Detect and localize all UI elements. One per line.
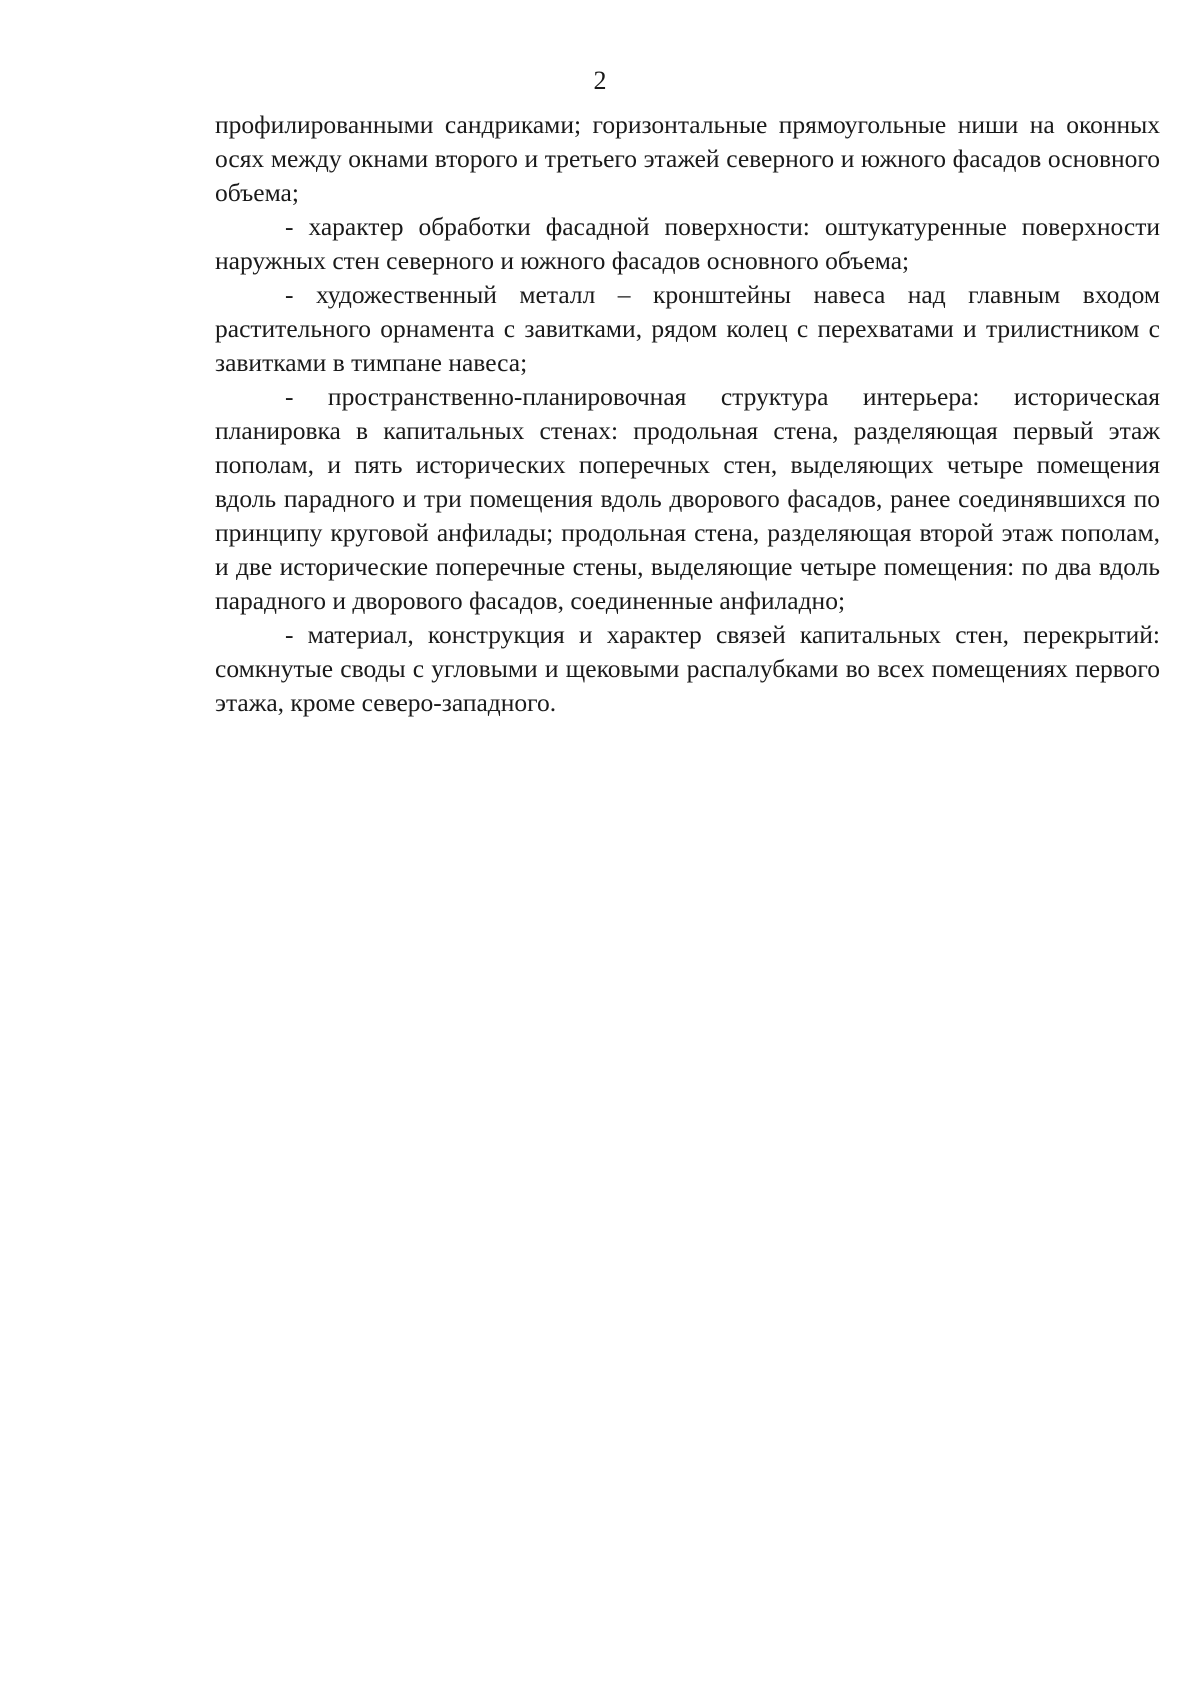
paragraph-materials-construction: - материал, конструкция и характер связей капитальных стен, перекрытий: сомкнутые своды с угловыми и щековыми распалубками во всех помещениях первого этажа, кроме северо-западного. — [215, 620, 1160, 717]
paragraph-continuation: профилированными сандриками; горизонтальные прямоугольные ниши на оконных осях между окнами второго и третьего этажей северного и южного фасадов основного объема; — [215, 110, 1160, 207]
paragraph-interior-structure: - пространственно-планировочная структура интерьера: историческая планировка в капитальных стенах: продольная стена, разделяющая первый этаж пополам, и пять исторических поперечных стен, выделяющих четыре помещения вдоль парадного и три помещения вдоль дворового фасадов, ранее соединявшихся по принципу круговой анфилады; продольная стена, разделяющая второй этаж пополам, и две исторические поперечные стены, выделяющие четыре помещения: по два вдоль парадного и дворового фасадов, соединенные анфиладно; — [215, 382, 1160, 615]
paragraph-art-metal: - художественный металл – кронштейны навеса над главным входом растительного орнамента с завитками, рядом колец с перехватами и трилистником с завитками в тимпане навеса; — [215, 280, 1160, 377]
document-body — [215, 108, 1160, 720]
page-number: 2 — [593, 66, 607, 95]
paragraph-facade-surface: - характер обработки фасадной поверхности: оштукатуренные поверхности наружных стен северного и южного фасадов основного объема; — [215, 212, 1160, 275]
